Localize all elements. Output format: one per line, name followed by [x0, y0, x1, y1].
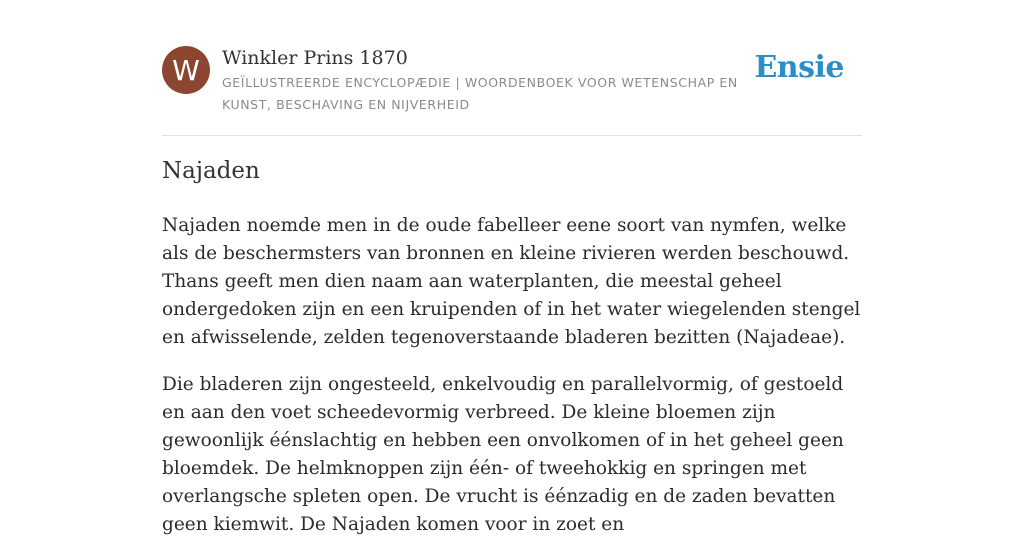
article-paragraph: Die bladeren zijn ongesteeld, enkelvoudig en parallelvormig, of gestoeld en aan den voet scheedevormig verbreed. De kleine bloemen zijn gewoonlijk éénslachtig en hebben een onvolkomen of in het geheel geen bloemdek. De helmknoppen zijn één- of tweehokkig en springen met overlangsche spleten open. De vrucht is éénzadig en de zaden bevatten geen kiemwit. De Najaden komen voor in zoet en	[162, 374, 844, 535]
article-title: Najaden	[162, 158, 260, 184]
article-body	[162, 212, 862, 558]
source-header	[162, 46, 862, 116]
ensie-logo[interactable]: Ensie	[754, 50, 844, 85]
source-info	[222, 46, 752, 116]
article-paragraph: Najaden noemde men in de oude fabelleer eene soort van nymfen, welke als de beschermsters van bronnen en kleine rivieren werden beschouwd. Thans geeft men dien naam aan waterplanten, die meestal geheel ondergedoken zijn en een kruipenden of in het water wiegelenden stengel en afwisselende, zelden tegenoverstaande bladeren bezitten (Najadeae).	[162, 215, 861, 348]
source-avatar[interactable]: W	[162, 46, 210, 94]
source-title[interactable]: Winkler Prins 1870	[222, 47, 408, 69]
header-divider	[162, 135, 862, 136]
source-subtitle: GEÏLLUSTREERDE ENCYCLOPÆDIE | WOORDENBOEK VOOR WETENSCHAP EN KUNST, BESCHAVING EN NIJVERHEID	[222, 75, 738, 112]
